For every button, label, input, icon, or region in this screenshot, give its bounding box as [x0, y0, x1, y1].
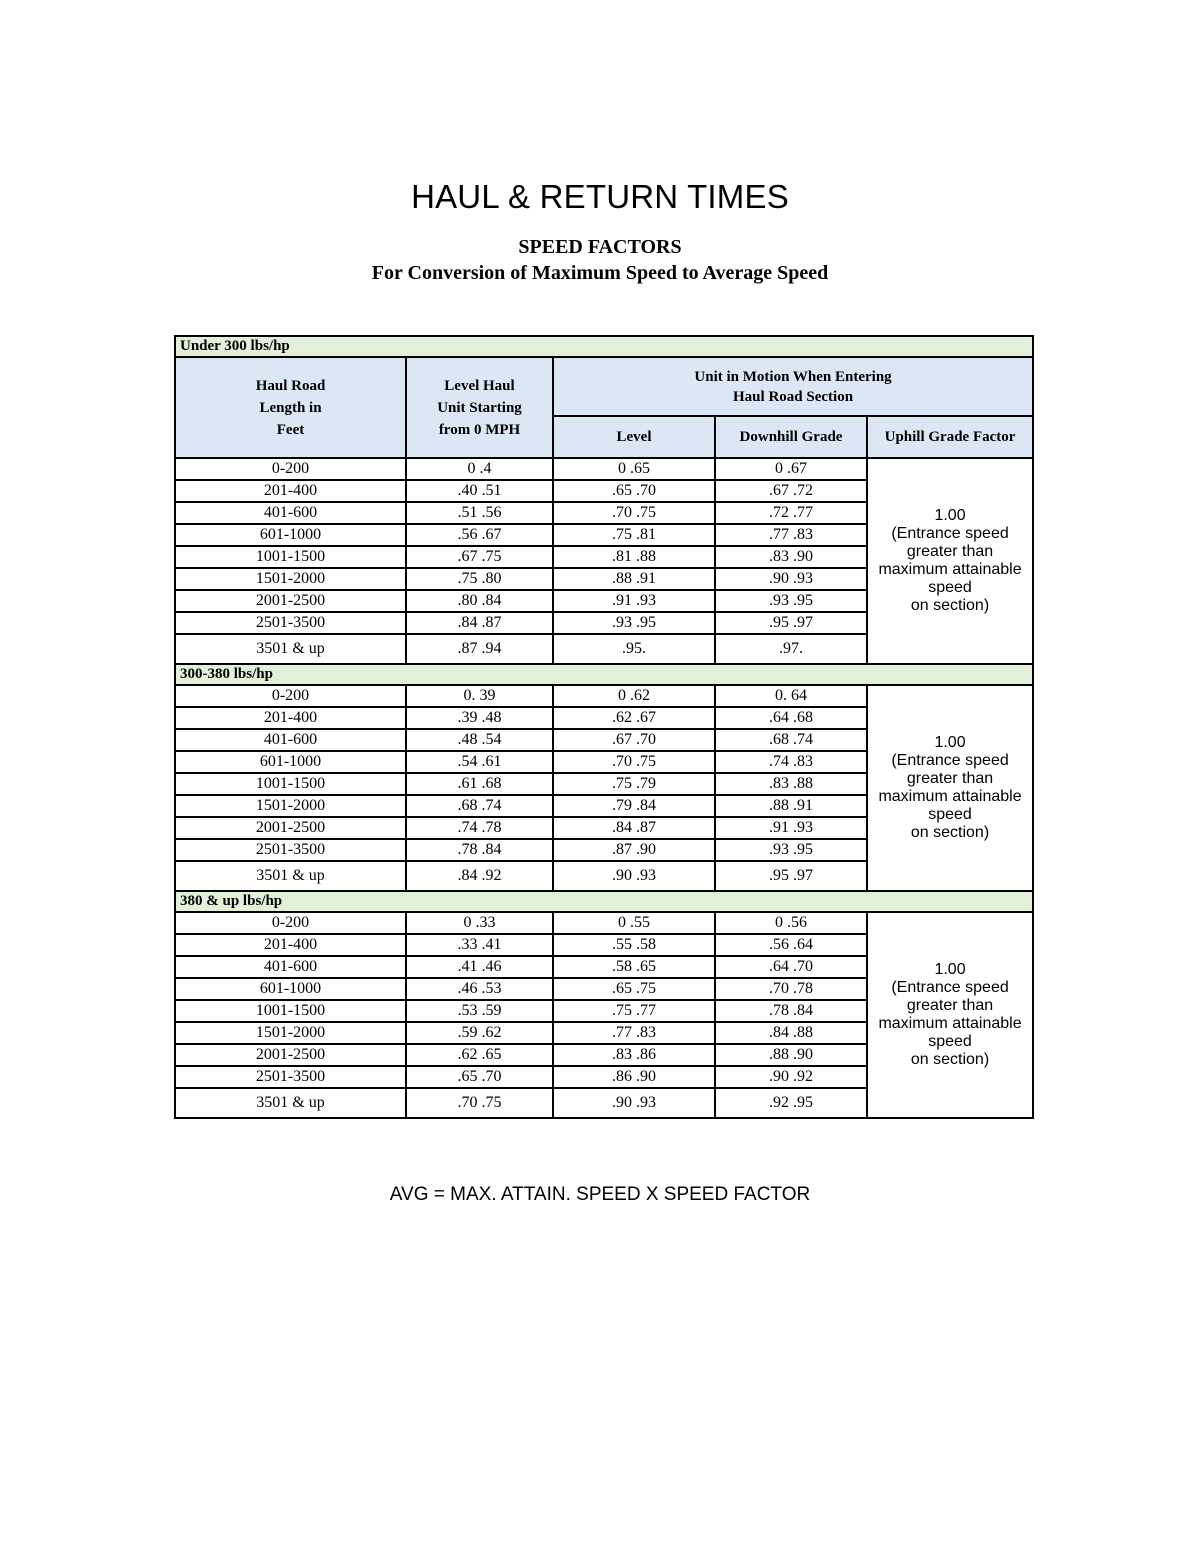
- level-cell: 0 .65: [553, 458, 715, 480]
- level-cell: .67 .70: [553, 729, 715, 751]
- length-cell: 1501-2000: [175, 1022, 406, 1044]
- level-haul-cell: .65 .70: [406, 1066, 553, 1088]
- length-cell: 2001-2500: [175, 817, 406, 839]
- level-cell: .90 .93: [553, 861, 715, 891]
- level-haul-cell: .56 .67: [406, 524, 553, 546]
- level-haul-cell: .78 .84: [406, 839, 553, 861]
- downhill-cell: .84 .88: [715, 1022, 867, 1044]
- level-cell: .75 .77: [553, 1000, 715, 1022]
- speed-factors-heading: SPEED FACTORS: [518, 236, 682, 258]
- level-haul-cell: .84 .92: [406, 861, 553, 891]
- uphill-note-line: maximum attainable: [878, 561, 1022, 578]
- length-cell: 201-400: [175, 480, 406, 502]
- length-cell: 1001-1500: [175, 546, 406, 568]
- level-haul-cell: .80 .84: [406, 590, 553, 612]
- downhill-cell: .64 .68: [715, 707, 867, 729]
- header-line: Unit Starting: [437, 399, 522, 416]
- uphill-note-line: on section): [910, 597, 990, 614]
- section-row: [175, 664, 1033, 685]
- header-level-haul: [406, 357, 553, 458]
- level-haul-cell: .46 .53: [406, 978, 553, 1000]
- uphill-factor-value: 1.00: [934, 734, 966, 751]
- level-cell: .81 .88: [553, 546, 715, 568]
- uphill-grade-factor-note: [867, 685, 1033, 891]
- downhill-cell: .90 .93: [715, 568, 867, 590]
- formula-footer: AVG = MAX. ATTAIN. SPEED X SPEED FACTOR: [389, 1184, 811, 1205]
- uphill-factor-value: 1.00: [934, 507, 966, 524]
- uphill-note-line: (Entrance speed: [891, 979, 1009, 996]
- downhill-cell: .88 .90: [715, 1044, 867, 1066]
- level-cell: .65 .70: [553, 480, 715, 502]
- uphill-grade-factor-note: [867, 912, 1033, 1118]
- length-cell: 1501-2000: [175, 795, 406, 817]
- length-cell: 0-200: [175, 912, 406, 934]
- length-cell: 1001-1500: [175, 1000, 406, 1022]
- length-cell: 401-600: [175, 956, 406, 978]
- level-cell: .75 .79: [553, 773, 715, 795]
- level-haul-cell: .48 .54: [406, 729, 553, 751]
- level-cell: .70 .75: [553, 751, 715, 773]
- level-haul-cell: .51 .56: [406, 502, 553, 524]
- length-cell: 601-1000: [175, 751, 406, 773]
- downhill-cell: .83 .88: [715, 773, 867, 795]
- header-uphill-grade-factor: Uphill Grade Factor: [867, 416, 1033, 458]
- level-haul-cell: .61 .68: [406, 773, 553, 795]
- downhill-cell: .77 .83: [715, 524, 867, 546]
- length-cell: 201-400: [175, 707, 406, 729]
- section-row: [175, 891, 1033, 912]
- header-line: Level Haul: [444, 377, 515, 394]
- uphill-factor-value: 1.00: [934, 961, 966, 978]
- length-cell: 2501-3500: [175, 1066, 406, 1088]
- page-title: HAUL & RETURN TIMES: [411, 178, 789, 215]
- header-row-1: [175, 357, 1033, 416]
- level-haul-cell: .39 .48: [406, 707, 553, 729]
- downhill-cell: .90 .92: [715, 1066, 867, 1088]
- level-haul-cell: .59 .62: [406, 1022, 553, 1044]
- level-cell: .93 .95: [553, 612, 715, 634]
- speed-factors-table-body: [175, 336, 1033, 1118]
- level-cell: .87 .90: [553, 839, 715, 861]
- downhill-cell: .92 .95: [715, 1088, 867, 1118]
- downhill-cell: .67 .72: [715, 480, 867, 502]
- level-cell: .95.: [553, 634, 715, 664]
- header-haul-road-length: [175, 357, 406, 458]
- section-label: 380 & up lbs/hp: [175, 891, 1033, 912]
- table-row: [175, 458, 1033, 480]
- level-haul-cell: .74 .78: [406, 817, 553, 839]
- length-cell: 401-600: [175, 502, 406, 524]
- level-cell: 0 .55: [553, 912, 715, 934]
- level-cell: .90 .93: [553, 1088, 715, 1118]
- downhill-cell: .88 .91: [715, 795, 867, 817]
- length-cell: 2501-3500: [175, 839, 406, 861]
- length-cell: 1501-2000: [175, 568, 406, 590]
- table-row: [175, 912, 1033, 934]
- downhill-cell: .93 .95: [715, 590, 867, 612]
- header-line: Unit in Motion When Entering: [694, 368, 892, 385]
- downhill-cell: 0 .56: [715, 912, 867, 934]
- level-haul-cell: .41 .46: [406, 956, 553, 978]
- level-cell: .77 .83: [553, 1022, 715, 1044]
- section-row: [175, 336, 1033, 357]
- section-label: 300-380 lbs/hp: [175, 664, 1033, 685]
- header-unit-in-motion: [553, 357, 1033, 416]
- length-cell: 3501 & up: [175, 634, 406, 664]
- level-cell: .79 .84: [553, 795, 715, 817]
- header-line: from 0 MPH: [438, 421, 521, 438]
- level-haul-cell: .75 .80: [406, 568, 553, 590]
- downhill-cell: .74 .83: [715, 751, 867, 773]
- level-cell: 0 .62: [553, 685, 715, 707]
- downhill-cell: .64 .70: [715, 956, 867, 978]
- header-line: Haul Road: [255, 377, 326, 394]
- level-cell: .84 .87: [553, 817, 715, 839]
- level-haul-cell: .87 .94: [406, 634, 553, 664]
- length-cell: 0-200: [175, 458, 406, 480]
- header-level: Level: [553, 416, 715, 458]
- level-cell: .86 .90: [553, 1066, 715, 1088]
- level-haul-cell: .67 .75: [406, 546, 553, 568]
- uphill-note-line: (Entrance speed: [891, 752, 1009, 769]
- level-haul-cell: .33 .41: [406, 934, 553, 956]
- downhill-cell: .95 .97: [715, 861, 867, 891]
- level-cell: .58 .65: [553, 956, 715, 978]
- level-haul-cell: 0 .33: [406, 912, 553, 934]
- conversion-subheading: For Conversion of Maximum Speed to Average Speed: [371, 262, 829, 284]
- length-cell: 1001-1500: [175, 773, 406, 795]
- uphill-note-line: speed: [928, 1033, 972, 1050]
- level-haul-cell: .84 .87: [406, 612, 553, 634]
- length-cell: 601-1000: [175, 978, 406, 1000]
- downhill-cell: .68 .74: [715, 729, 867, 751]
- uphill-note-line: on section): [910, 1051, 990, 1068]
- length-cell: 3501 & up: [175, 861, 406, 891]
- downhill-cell: .56 .64: [715, 934, 867, 956]
- level-haul-cell: 0 .4: [406, 458, 553, 480]
- length-cell: 2001-2500: [175, 590, 406, 612]
- header-downhill-grade: Downhill Grade: [715, 416, 867, 458]
- length-cell: 3501 & up: [175, 1088, 406, 1118]
- uphill-note-line: on section): [910, 824, 990, 841]
- section-label: Under 300 lbs/hp: [175, 336, 1033, 357]
- downhill-cell: .91 .93: [715, 817, 867, 839]
- uphill-note-line: maximum attainable: [878, 788, 1022, 805]
- level-haul-cell: .62 .65: [406, 1044, 553, 1066]
- level-haul-cell: .70 .75: [406, 1088, 553, 1118]
- level-cell: .55 .58: [553, 934, 715, 956]
- level-cell: .91 .93: [553, 590, 715, 612]
- uphill-note-line: speed: [928, 579, 972, 596]
- length-cell: 2001-2500: [175, 1044, 406, 1066]
- level-cell: .62 .67: [553, 707, 715, 729]
- uphill-note-line: greater than: [906, 543, 994, 560]
- header-line: Feet: [276, 421, 305, 438]
- level-haul-cell: .53 .59: [406, 1000, 553, 1022]
- downhill-cell: .83 .90: [715, 546, 867, 568]
- level-haul-cell: 0. 39: [406, 685, 553, 707]
- uphill-grade-factor-note: [867, 458, 1033, 664]
- downhill-cell: .72 .77: [715, 502, 867, 524]
- level-cell: .65 .75: [553, 978, 715, 1000]
- level-cell: .88 .91: [553, 568, 715, 590]
- level-haul-cell: .54 .61: [406, 751, 553, 773]
- table-row: [175, 685, 1033, 707]
- length-cell: 0-200: [175, 685, 406, 707]
- length-cell: 201-400: [175, 934, 406, 956]
- header-line: Length in: [259, 399, 322, 416]
- length-cell: 601-1000: [175, 524, 406, 546]
- level-cell: .83 .86: [553, 1044, 715, 1066]
- downhill-cell: 0 .67: [715, 458, 867, 480]
- header-line: Haul Road Section: [733, 388, 854, 405]
- downhill-cell: .93 .95: [715, 839, 867, 861]
- speed-factors-table: [174, 335, 1034, 1119]
- level-haul-cell: .68 .74: [406, 795, 553, 817]
- uphill-note-line: greater than: [906, 770, 994, 787]
- downhill-cell: .95 .97: [715, 612, 867, 634]
- downhill-cell: 0. 64: [715, 685, 867, 707]
- uphill-note-line: speed: [928, 806, 972, 823]
- uphill-note-line: (Entrance speed: [891, 525, 1009, 542]
- uphill-note-line: maximum attainable: [878, 1015, 1022, 1032]
- level-cell: .70 .75: [553, 502, 715, 524]
- uphill-note-line: greater than: [906, 997, 994, 1014]
- length-cell: 2501-3500: [175, 612, 406, 634]
- downhill-cell: .70 .78: [715, 978, 867, 1000]
- downhill-cell: .78 .84: [715, 1000, 867, 1022]
- level-cell: .75 .81: [553, 524, 715, 546]
- level-haul-cell: .40 .51: [406, 480, 553, 502]
- downhill-cell: .97.: [715, 634, 867, 664]
- length-cell: 401-600: [175, 729, 406, 751]
